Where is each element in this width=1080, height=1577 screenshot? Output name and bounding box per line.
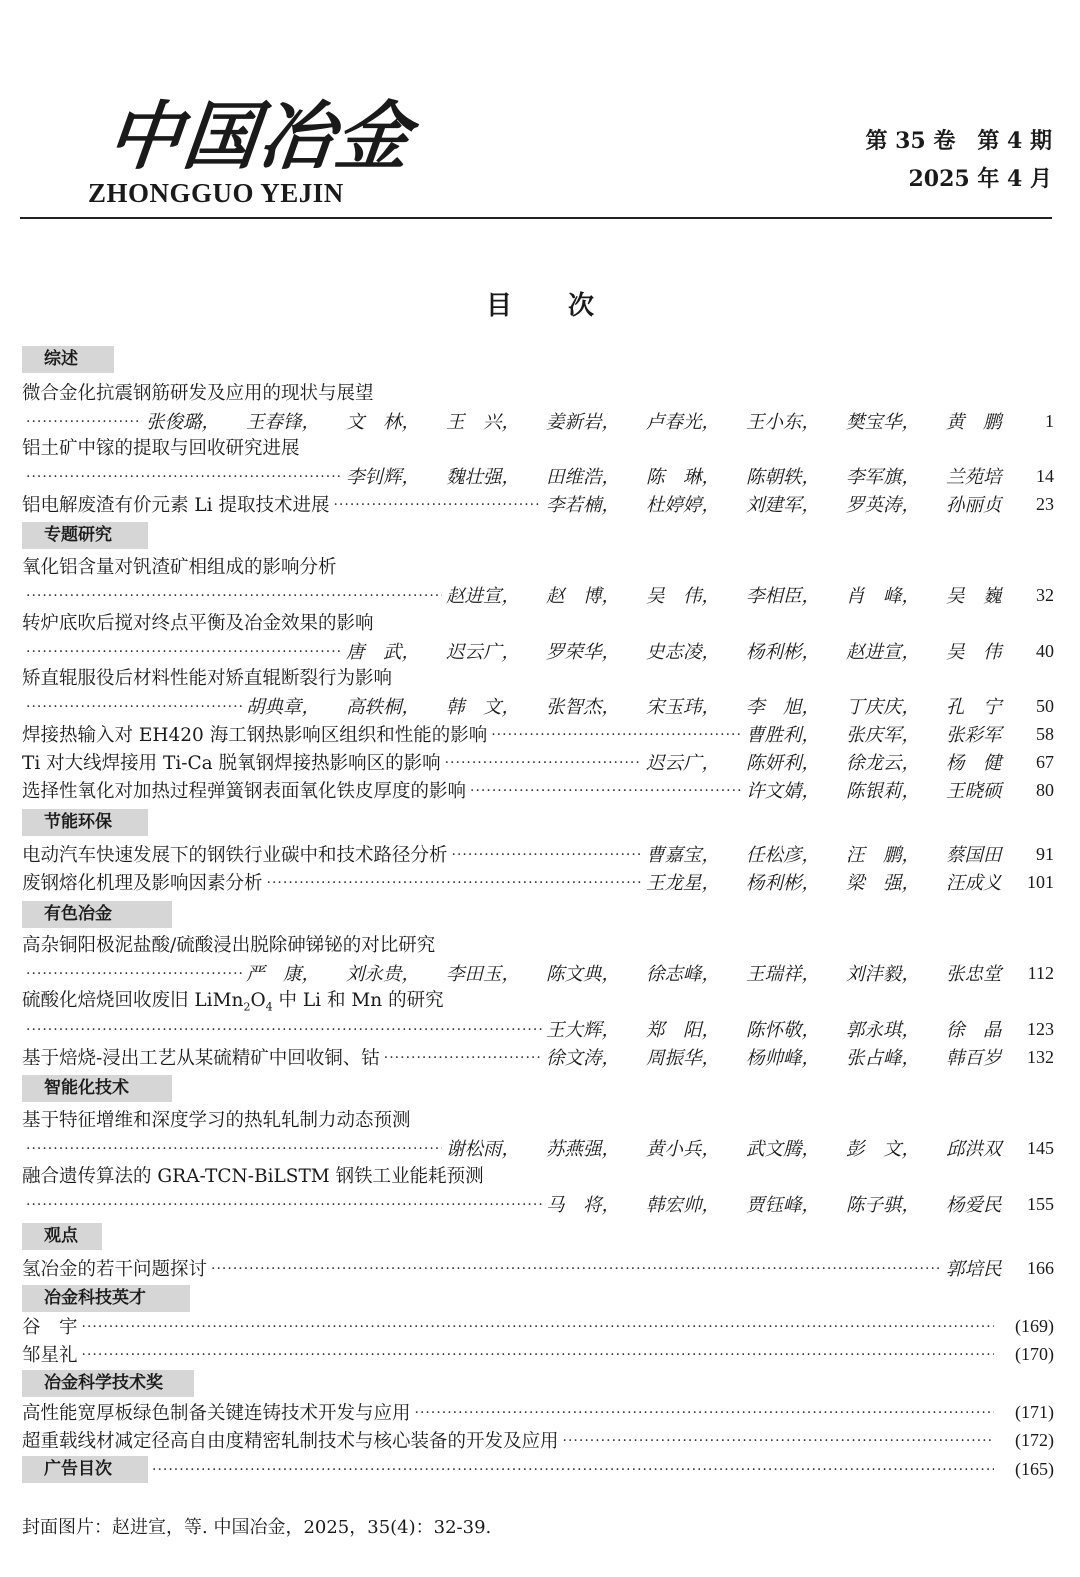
author: 丁庆庆， (846, 697, 921, 718)
article-authors (346, 463, 1020, 489)
article-title[interactable]: 铝土矿中镓的提取与回收研究进展 (22, 438, 300, 459)
issue-info (865, 122, 1052, 198)
author: 韩宏帅， (646, 1195, 721, 1216)
author: 韩 文， (446, 697, 521, 718)
leader-dots (267, 869, 642, 897)
author: 魏壮强， (446, 467, 521, 488)
article-authors (546, 491, 1020, 517)
author: 孙丽贞 (946, 495, 1002, 516)
article-entry[interactable] (22, 407, 1054, 435)
article-entry[interactable] (22, 637, 1054, 665)
author: 宋玉玮， (646, 697, 721, 718)
author: 刘永贵， (346, 964, 421, 985)
article-title: 铝电解废渣有价元素 Li 提取技术进展 (22, 495, 330, 516)
author: 张庆军， (846, 725, 921, 746)
author: 许文婧， (746, 781, 821, 802)
article-title: 废钢熔化机理及影响因素分析 (22, 873, 263, 894)
article-authors (646, 749, 1020, 775)
author: 刘建军， (746, 495, 821, 516)
author: 杨利彬， (746, 642, 821, 663)
page-number: 145 (1027, 1137, 1054, 1158)
author: 罗英涛， (846, 495, 921, 516)
author: 邱洪双 (946, 1139, 1002, 1160)
article-entry[interactable] (22, 581, 1054, 609)
author: 迟云广， (646, 753, 721, 774)
page-number: 23 (1036, 493, 1054, 514)
author: 赵 博， (546, 586, 621, 607)
section-header: 专题研究 (22, 522, 148, 549)
leader-dots (26, 1135, 442, 1163)
leader-dots (82, 1313, 994, 1341)
page-number: (171) (1015, 1401, 1054, 1422)
page-number: 80 (1036, 779, 1054, 800)
author: 马 将， (546, 1195, 621, 1216)
author: 肖 峰， (846, 586, 921, 607)
article-entry[interactable] (22, 462, 1054, 490)
page-number: 112 (1027, 962, 1054, 983)
author: 谢松雨， (446, 1139, 521, 1160)
article-entry[interactable] (22, 1190, 1054, 1218)
author: 徐 晶 (946, 1020, 1002, 1041)
page-number: 58 (1036, 723, 1054, 744)
article-entry[interactable] (22, 692, 1054, 720)
author: 汪成义 (946, 873, 1002, 894)
article-title[interactable]: 矫直辊服役后材料性能对矫直辊断裂行为影响 (22, 668, 393, 689)
author: 卢春光， (646, 412, 721, 433)
author: 郭永琪， (846, 1020, 921, 1041)
journal-logo-chinese: 中国冶金 (102, 94, 416, 180)
author: 吴 伟 (946, 642, 1002, 663)
leader-dots (491, 721, 742, 749)
author: 史志凌， (646, 642, 721, 663)
author: 杨爱民 (946, 1195, 1002, 1216)
page-number: 101 (1027, 871, 1054, 892)
page-number: (172) (1015, 1429, 1054, 1450)
author: 曹嘉宝， (646, 845, 721, 866)
article-title: Ti 对大线焊接用 Ti-Ca 脱氧钢焊接热影响区的影响 (22, 753, 441, 774)
article-authors (246, 960, 1020, 986)
article-authors (246, 693, 1020, 719)
author: 李若楠， (546, 495, 621, 516)
author: 陈妍利， (746, 753, 821, 774)
page-number: 67 (1036, 751, 1054, 772)
article-authors (646, 841, 1020, 867)
title-part: 硫酸化焙烧回收废旧 LiMn (22, 990, 244, 1011)
article-entry[interactable] (22, 868, 1054, 896)
leader-dots (26, 582, 442, 610)
subscript: 2 (243, 1000, 251, 1014)
author: 罗荣华， (546, 642, 621, 663)
leader-dots (152, 1456, 994, 1484)
author: 周振华， (646, 1048, 721, 1069)
section-header: 节能环保 (22, 809, 148, 836)
journal-logo-english: ZHONGGUO YEJIN (88, 178, 344, 208)
author: 任松彦， (746, 845, 821, 866)
page-number: 50 (1036, 695, 1054, 716)
author: 刘沣毅， (846, 964, 921, 985)
section-header: 广告目次 (22, 1456, 148, 1483)
page-number: (165) (1015, 1458, 1054, 1479)
author: 彭 文， (846, 1139, 921, 1160)
article-entry[interactable] (22, 1426, 1054, 1454)
article-authors (446, 1135, 1020, 1161)
section-header: 综述 (22, 346, 114, 373)
article-authors (346, 638, 1020, 664)
article-entry[interactable] (22, 840, 1054, 868)
author: 陈银莉， (846, 781, 921, 802)
leader-dots (26, 463, 342, 491)
article-authors (746, 721, 1020, 747)
article-entry[interactable] (22, 959, 1054, 987)
article-authors (646, 869, 1020, 895)
author: 王龙星， (646, 873, 721, 894)
title-part: 中 Li 和 Mn 的研究 (272, 990, 444, 1011)
author: 吴 伟， (646, 586, 721, 607)
author: 李相臣， (746, 586, 821, 607)
author: 田维浩， (546, 467, 621, 488)
article-entry[interactable] (22, 1340, 1054, 1368)
page-number: 123 (1027, 1018, 1054, 1039)
article-title: 电动汽车快速发展下的钢铁行业碳中和技术路径分析 (22, 845, 448, 866)
leader-dots (82, 1341, 994, 1369)
author: 赵进宣， (446, 586, 521, 607)
page-number: (170) (1015, 1343, 1054, 1364)
author: 孔 宁 (946, 697, 1002, 718)
author: 王 兴， (446, 412, 521, 433)
article-title: 谷 宇 (22, 1317, 78, 1338)
author: 黄 鹏 (946, 412, 1002, 433)
author: 吴 巍 (946, 586, 1002, 607)
article-title[interactable]: 基于特征增维和深度学习的热轧轧制力动态预测 (22, 1110, 411, 1131)
article-authors (546, 1016, 1020, 1042)
article-entry[interactable] (22, 1398, 1054, 1426)
author: 张智杰， (546, 697, 621, 718)
author: 徐文涛， (546, 1048, 621, 1069)
article-entry[interactable] (22, 1043, 1054, 1071)
leader-dots (26, 693, 242, 721)
section-header: 冶金科技英才 (22, 1285, 190, 1312)
article-title: 基于焙烧-浸出工艺从某硫精矿中回收铜、钴 (22, 1048, 380, 1069)
author: 蔡国田 (946, 845, 1002, 866)
page-number: 155 (1027, 1193, 1054, 1214)
author: 兰苑培 (946, 467, 1002, 488)
leader-dots (384, 1044, 542, 1072)
author: 徐志峰， (646, 964, 721, 985)
page-number: 14 (1036, 465, 1054, 486)
page-number: 91 (1036, 843, 1054, 864)
article-title: 邹星礼 (22, 1345, 78, 1366)
article-title[interactable]: 融合遗传算法的 GRA-TCN-BiLSTM 钢铁工业能耗预测 (22, 1166, 484, 1187)
article-authors (546, 1191, 1020, 1217)
article-entry[interactable] (22, 1134, 1054, 1162)
author: 张占峰， (846, 1048, 921, 1069)
article-entry[interactable] (22, 720, 1054, 748)
leader-dots (26, 408, 142, 436)
article-entry[interactable] (22, 1015, 1054, 1043)
toc-title: 目次 (485, 291, 650, 321)
author: 唐 武， (346, 642, 421, 663)
title-part: O (250, 990, 266, 1011)
article-title[interactable]: 高杂铜阳极泥盐酸/硫酸浸出脱除砷锑铋的对比研究 (22, 935, 436, 956)
author: 严 康， (246, 964, 321, 985)
cover-image-credit: 封面图片：赵进宣，等. 中国冶金，2025，35(4)：32-39. (22, 1517, 492, 1538)
article-title: 氢冶金的若干问题探讨 (22, 1259, 208, 1280)
author: 张忠堂 (946, 964, 1002, 985)
article-title: 焊接热输入对 EH420 海工钢热影响区组织和性能的影响 (22, 725, 488, 746)
leader-dots (452, 841, 642, 869)
author: 苏燕强， (546, 1139, 621, 1160)
leader-dots (333, 491, 542, 519)
author: 杨 健 (946, 753, 1002, 774)
author: 陈文典， (546, 964, 621, 985)
author: 胡典章， (246, 697, 321, 718)
page-number: 32 (1036, 584, 1054, 605)
article-title: 选择性氧化对加热过程弹簧钢表面氧化铁皮厚度的影响 (22, 781, 467, 802)
author: 贾钰峰， (746, 1195, 821, 1216)
author: 李军旗， (846, 467, 921, 488)
article-title: 高性能宽厚板绿色制备关键连铸技术开发与应用 (22, 1403, 411, 1424)
header-rule (20, 217, 1052, 219)
author: 曹胜利， (746, 725, 821, 746)
author: 赵进宣， (846, 642, 921, 663)
author: 王春锋， (246, 412, 321, 433)
leader-dots (26, 1016, 542, 1044)
article-authors (146, 408, 1020, 434)
page-number: 40 (1036, 640, 1054, 661)
article-title[interactable]: 氧化铝含量对钒渣矿相组成的影响分析 (22, 557, 337, 578)
author: 李 旭， (746, 697, 821, 718)
page-number: (169) (1015, 1315, 1054, 1336)
issue-date: 2025 年 4 月 (908, 166, 1052, 192)
article-title[interactable]: 微合金化抗震钢筋研发及应用的现状与展望 (22, 383, 374, 404)
leader-dots (415, 1399, 994, 1427)
article-entry[interactable] (22, 1254, 1054, 1282)
author: 韩百岁 (946, 1048, 1002, 1069)
subscript: 4 (265, 1000, 273, 1014)
leader-dots (563, 1427, 994, 1455)
author: 文 林， (346, 412, 421, 433)
article-authors (946, 1255, 1020, 1281)
leader-dots (470, 777, 742, 805)
leader-dots (211, 1255, 942, 1283)
author: 陈 琳， (646, 467, 721, 488)
author: 杨利彬， (746, 873, 821, 894)
author: 汪 鹏， (846, 845, 921, 866)
author: 陈子骐， (846, 1195, 921, 1216)
author: 王瑞祥， (746, 964, 821, 985)
author: 杜婷婷， (646, 495, 721, 516)
author: 张彩军 (946, 725, 1002, 746)
section-header: 观点 (22, 1223, 102, 1250)
author: 郭培民 (946, 1259, 1002, 1280)
author: 郑 阳， (646, 1020, 721, 1041)
ad-index-entry[interactable] (22, 1455, 1054, 1483)
article-authors (746, 777, 1020, 803)
volume-issue: 第 35 卷 第 4 期 (865, 128, 1052, 154)
page-number: 132 (1027, 1046, 1054, 1067)
author: 李田玉， (446, 964, 521, 985)
section-header: 冶金科学技术奖 (22, 1370, 194, 1397)
section-header: 有色冶金 (22, 901, 172, 928)
page-number: 1 (1045, 410, 1054, 431)
author: 迟云广， (446, 642, 521, 663)
author: 高轶桐， (346, 697, 421, 718)
author: 黄小兵， (646, 1139, 721, 1160)
article-title: 超重载线材减定径高自由度精密轧制技术与核心装备的开发及应用 (22, 1431, 559, 1452)
article-entry[interactable] (22, 776, 1054, 804)
leader-dots (26, 960, 242, 988)
author: 陈怀敬， (746, 1020, 821, 1041)
author: 徐龙云， (846, 753, 921, 774)
author: 李钊辉， (346, 467, 421, 488)
author: 杨帅峰， (746, 1048, 821, 1069)
leader-dots (26, 638, 342, 666)
author: 姜新岩， (546, 412, 621, 433)
author: 王小东， (746, 412, 821, 433)
author: 王大辉， (546, 1020, 621, 1041)
article-entry[interactable] (22, 1312, 1054, 1340)
leader-dots (26, 1191, 542, 1219)
page-number: 166 (1027, 1257, 1054, 1278)
author: 陈朝轶， (746, 467, 821, 488)
author: 张俊璐， (146, 412, 221, 433)
leader-dots (445, 749, 642, 777)
author: 樊宝华， (846, 412, 921, 433)
article-entry[interactable] (22, 748, 1054, 776)
author: 梁 强， (846, 873, 921, 894)
article-title[interactable]: 转炉底吹后搅对终点平衡及冶金效果的影响 (22, 613, 374, 634)
author: 武文腾， (746, 1139, 821, 1160)
article-authors (446, 582, 1020, 608)
article-entry[interactable] (22, 490, 1054, 518)
section-header: 智能化技术 (22, 1075, 172, 1102)
article-authors (546, 1044, 1020, 1070)
author: 王晓硕 (946, 781, 1002, 802)
